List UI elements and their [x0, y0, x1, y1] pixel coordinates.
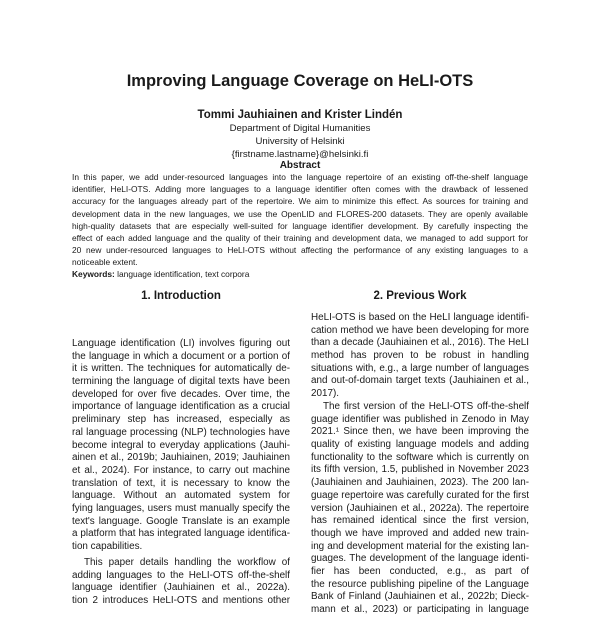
- text-line: mann et al., 2023) or participating in language: [311, 604, 529, 615]
- authors: Tommi Jauhiainen and Krister Lindén: [197, 109, 403, 121]
- text-line: ral language processing (NLP) technologies have: [72, 426, 290, 438]
- text-line: effect of each added language and the quality of their training and development data, we managed to add support for: [72, 233, 528, 244]
- text-line: guages. The development of the language identi-: [311, 553, 529, 565]
- text-line: In this paper, we add under-resourced languages into the language repertoire of an existing off-the-shelf language: [72, 172, 528, 182]
- text-line: quality of existing language models and adding: [311, 439, 529, 451]
- text-line: importance of language identification as a crucial: [72, 401, 290, 413]
- text-line: fying languages, users must manually specify the: [72, 502, 290, 514]
- text-line: guage repertoire was carefully curated for the first: [311, 489, 529, 501]
- text-line: tion 2 introduces HeLI-OTS and mentions other: [72, 595, 290, 607]
- text-line: it is written. The techniques for automatically de-: [72, 363, 290, 375]
- text-line: HeLI-OTS is based on the HeLI language identifi-: [311, 312, 529, 323]
- text-line: development data in the new languages, we use the OpenLID and FLORES-200 datasets. They are openly available: [72, 208, 528, 219]
- text-line: This paper details handling the workflow of: [84, 557, 290, 568]
- text-line: preliminary step has increased, especially as: [72, 414, 290, 426]
- text-line: method has proven to be robust in handling: [311, 350, 529, 362]
- abstract-body: [72, 171, 528, 269]
- text-line: tion capabilities.: [72, 541, 143, 552]
- text-line: 20 new under-resourced languages to HeLI-OTS without affecting the performance of any existing languages to a: [72, 245, 528, 256]
- text-line: translation of text, it is necessary to know the: [72, 477, 290, 489]
- text-line: 2017).: [311, 388, 340, 400]
- keywords-text: language identification, text corpora: [117, 269, 250, 279]
- text-line: has remained identical since the first version,: [311, 515, 529, 527]
- affiliation-university: University of Helsinki: [255, 136, 345, 147]
- text-line: identifier, HeLI-OTS. Adding more languages to a language identifier often comes with the drawback of lessened: [72, 184, 528, 195]
- text-line: The first version of the HeLI-OTS off-the-shelf: [323, 401, 529, 412]
- previous-work-paragraph-2: [311, 401, 529, 617]
- intro-paragraph-1: [72, 338, 290, 554]
- text-line: become integral to everyday applications (Jauhi-: [72, 439, 290, 451]
- text-line: Language identification (LI) involves figuring out: [72, 338, 290, 349]
- text-line: 2021.¹ Since then, we have been improving the: [311, 426, 529, 438]
- text-line: language. Without an automated system for: [72, 490, 290, 502]
- text-line: text's language. Google Translate is an example: [72, 515, 290, 527]
- text-line: (Jauhiainen and Jauhiainen, 2023). The 200 lan-: [311, 477, 529, 489]
- keywords-label: Keywords:: [72, 269, 115, 279]
- text-line: high-quality datasets that are especially well-suited for language identifier development. By carefully inspecting the: [72, 220, 528, 231]
- text-line: guage identifier was published in Zenodo in May: [311, 413, 529, 425]
- text-line: version (Jauhiainen et al., 2022a). The repertoire: [311, 502, 529, 514]
- text-line: ing and development material for the existing lan-: [311, 540, 529, 552]
- text-line: a platform that has integrated language identifica-: [72, 528, 290, 540]
- text-line: cation method we have been developing for more: [311, 324, 529, 336]
- text-line: adding languages to the HeLI-OTS off-the-shelf: [72, 569, 290, 581]
- abstract-heading: Abstract: [279, 160, 321, 171]
- affiliation-department: Department of Digital Humanities: [229, 123, 371, 134]
- text-line: developed for over five decades. Over time, the: [72, 388, 290, 400]
- paper-title: Improving Language Coverage on HeLI-OTS: [126, 72, 474, 90]
- text-line: accuracy for the languages already part of the repertoire. We aim to minimize this effect. As sources for training and: [72, 196, 528, 207]
- previous-work-paragraph-1: [311, 312, 529, 401]
- text-line: the resource publishing pipeline of the Language: [311, 578, 529, 590]
- text-line: and out-of-domain target texts (Jauhiainen et al.,: [311, 375, 529, 387]
- affiliation-email: {firstname.lastname}@helsinki.fi: [231, 149, 369, 160]
- text-line: though we have improved and added new train-: [311, 527, 529, 539]
- section-heading-previous-work: 2. Previous Work: [373, 290, 467, 302]
- text-line: Bank of Finland (Jauhiainen et al., 2022b; Dieck-: [311, 591, 529, 603]
- text-line: termining the language of digital texts have been: [72, 376, 290, 388]
- text-line: language identifier (Jauhiainen et al., 2022a).: [72, 582, 290, 594]
- text-line: functionality to the software which is currently on: [311, 451, 529, 463]
- intro-paragraph-2: [72, 557, 290, 608]
- text-line: than a decade (Jauhiainen et al., 2016). The HeLI: [311, 337, 529, 349]
- section-heading-introduction: 1. Introduction: [141, 290, 221, 302]
- text-line: noticeable extent.: [72, 257, 138, 268]
- text-line: situations with, e.g., a large number of languages: [311, 362, 529, 374]
- text-line: ainen et al., 2019b; Jauhiainen, 2019; Jauhiainen: [72, 452, 290, 464]
- text-line: fier has been conducted, e.g., as part of: [311, 565, 529, 577]
- text-line: its fifth version, 1.5, published in November 2023: [311, 464, 529, 476]
- text-line: the language in which a document or a portion of: [72, 350, 290, 362]
- keywords: [72, 269, 249, 279]
- text-line: et al., 2024). For instance, to carry out machine: [72, 464, 290, 476]
